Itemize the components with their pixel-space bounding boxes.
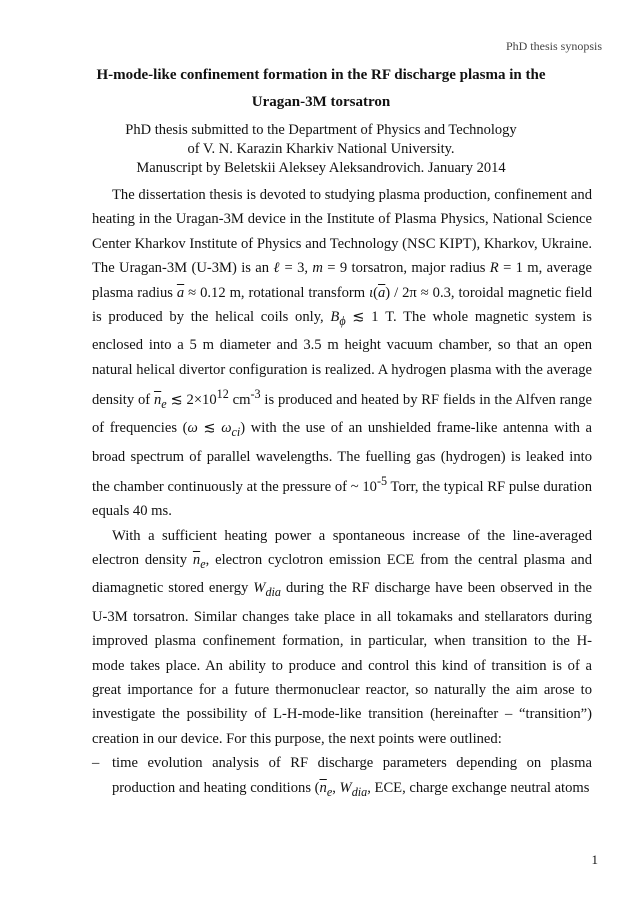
list-item: – time evolution analysis of RF discharge parameters depending on plasma production and heating conditions ($\overline{n}_e$, $W_{dia}$, ECE, charge exchange neutral atoms — [92, 751, 592, 804]
page-number: 1 — [591, 852, 598, 867]
paragraph-intro: The dissertation thesis is devoted to studying plasma production, confinement and heating in the Uragan-3M device in the Institute of Plasma Physics, National Science Center Kharkov Institute of Physics and Technology (NSC KIPT), Kharkov, Ukraine. The Uragan-3M (U-3M) is an ℓ = 3, m = 9 torsatron, major radius R = 1 m, average plasma radius $\overline{a} \approx 0.12$ m, rotational transform $\iota(\overline{a}) / 2\pi \approx 0.3$, toroidal magnetic field is produced by the helical coils only, $B_\phi$ ≲ 1 T. The whole magnetic system is enclosed into a 5 m diameter and 3.5 m height vacuum chamber, so that an open natural helical divertor configuration is realized. A hydrogen plasma with the average density of $\overline{n}_e$ ≲ $2\times 10^{12}$ $cm^{-3}$ is produced and heated by RF fields in the Alfven range of frequencies (ω ≲ $\omega_{ci}$) with the use of an unshielded frame-like antenna with a broad spectrum of parallel wavelengths. The fuelling gas (hydrogen) is leaked into the chamber continuously at the pressure of ~ $10^{-5}$ Torr, the typical RF pulse duration equals 40 ms. — [92, 187, 592, 520]
subtitle-line: Manuscript by Beletskii Aleksey Aleksandrovich. January 2014 — [136, 160, 506, 176]
body-text — [92, 183, 592, 804]
list-dash: – — [92, 755, 100, 772]
task-list — [92, 751, 592, 804]
subtitle-line: of V. N. Karazin Kharkiv National University. — [187, 141, 455, 157]
subtitle-line: PhD thesis submitted to the Department of Physics and Technology — [125, 122, 517, 138]
document-title: H-mode-like confinement formation in the RF discharge plasma in the Uragan-3M torsatron — [96, 67, 546, 110]
running-head: PhD thesis synopsis — [505, 39, 602, 53]
paragraph-observations: With a sufficient heating power a spontaneous increase of the line-averaged electron density $\overline{n}_e$, electron cyclotron emission ECE from the central plasma and diamagnetic stored energy $W_{dia}$ during the RF discharge have been observed in the U-3M torsatron. Similar changes take place in all tokamaks and stellarators during improved plasma confinement formation, in particular, when transition to the H-mode takes place. An ability to produce and control this kind of transition is of a great importance for a future thermonuclear reactor, so naturally the aim arose to investigate the possibility of L-H-mode-like transition (hereinafter – “transition”) creation in our device. For this purpose, the next points were outlined: — [92, 527, 592, 747]
subtitle-block — [90, 121, 552, 178]
